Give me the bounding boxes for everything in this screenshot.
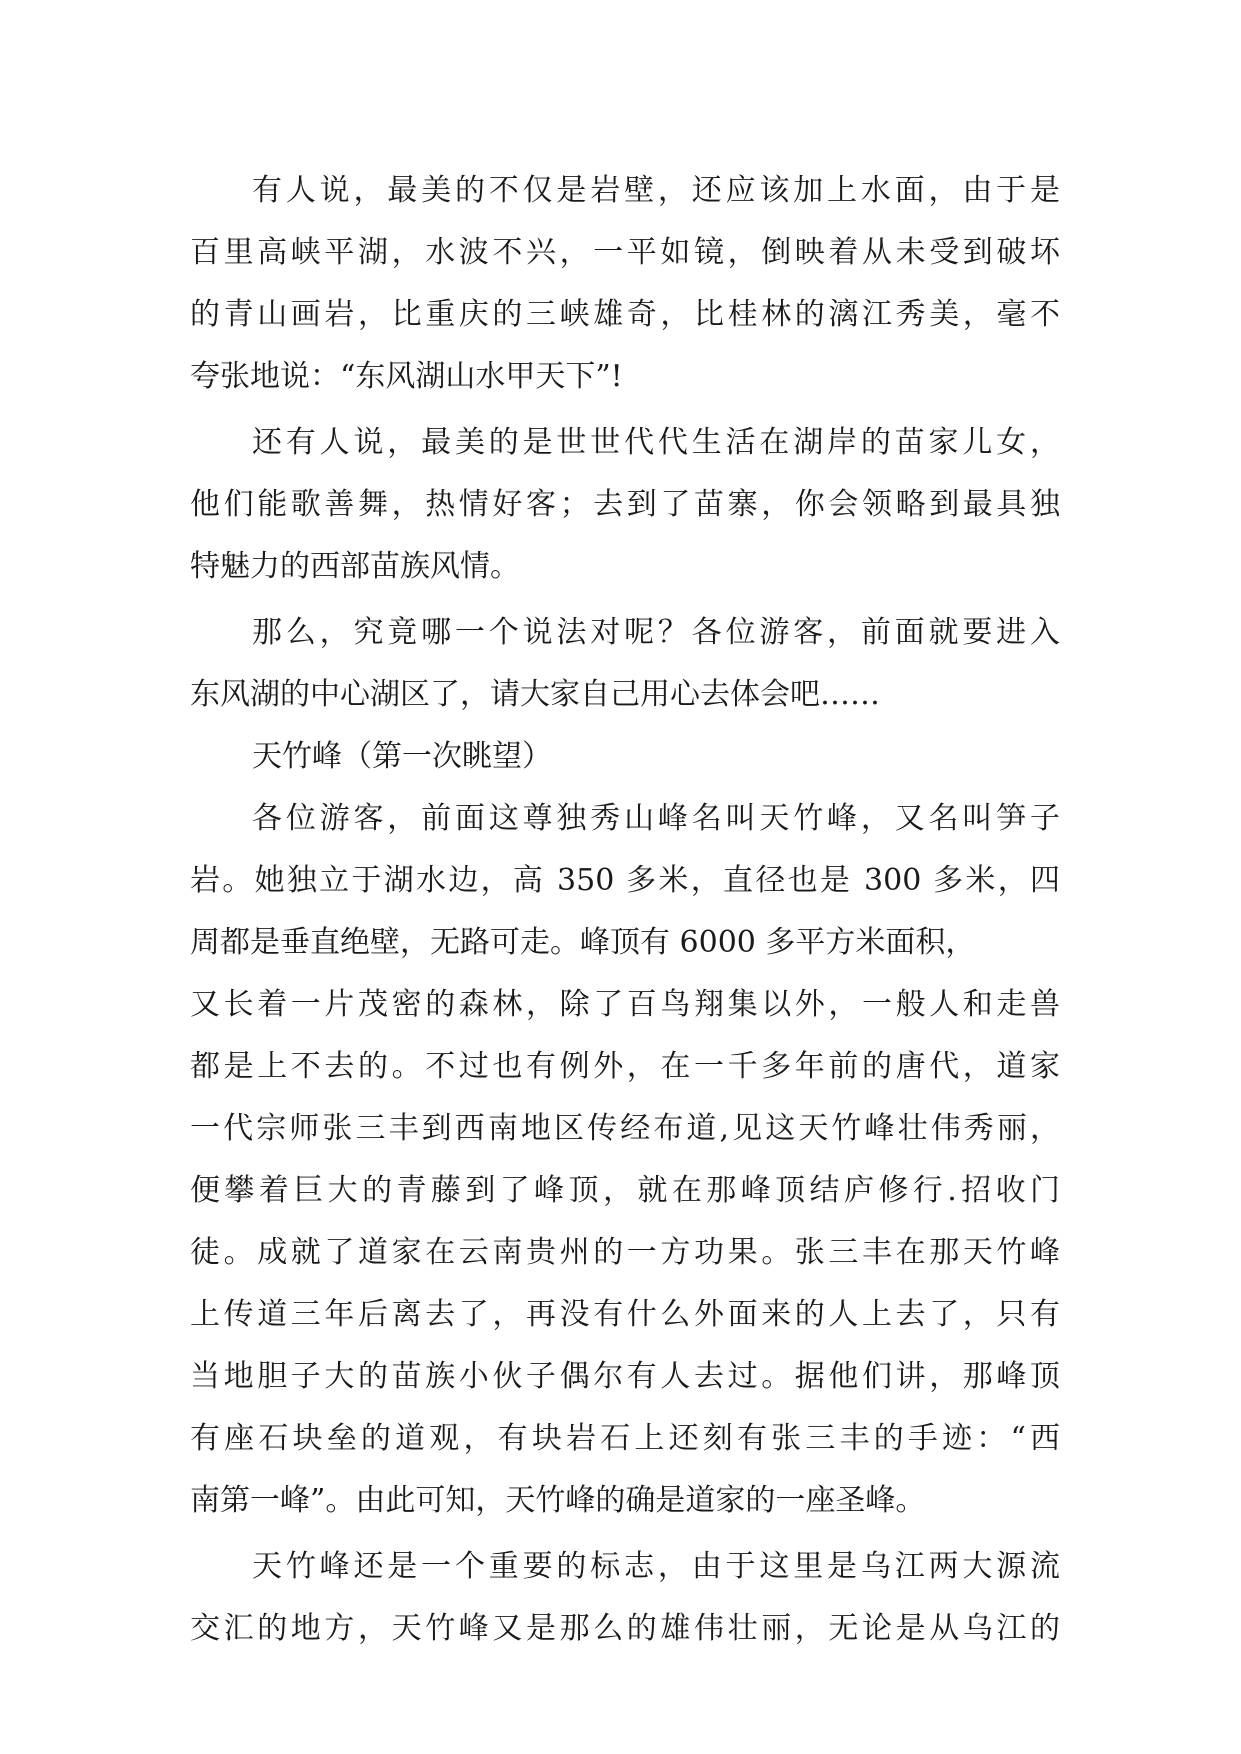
text-line: 有座石块垒的道观，有块岩石上还刻有张三丰的手迹：“西 <box>190 1421 1060 1456</box>
paragraph-1 <box>190 160 1060 408</box>
text-line: 还有人说，最美的是世世代代生活在湖岸的苗家儿女， <box>252 425 1060 460</box>
text-line: 各位游客，前面这尊独秀山峰名叫天竹峰，又名叫笋子 <box>252 801 1060 836</box>
text-line: 便攀着巨大的青藤到了峰顶，就在那峰顶结庐修行.招收门 <box>190 1173 1060 1208</box>
text-line: 一代宗师张三丰到西南地区传经布道,见这天竹峰壮伟秀丽， <box>190 1111 1060 1146</box>
text-line: 东风湖的中心湖区了，请大家自己用心去体会吧…… <box>190 677 880 712</box>
text-line: 天竹峰还是一个重要的标志，由于这里是乌江两大源流 <box>252 1549 1060 1584</box>
text-line: 那么，究竟哪一个说法对呢？各位游客，前面就要进入 <box>252 615 1060 650</box>
text-line: 周都是垂直绝壁，无路可走。峰顶有 6000 多平方米面积， <box>190 925 976 960</box>
section-heading <box>190 726 1060 788</box>
paragraph-6 <box>190 1536 1060 1660</box>
text-line: 南第一峰”。由此可知，天竹峰的确是道家的一座圣峰。 <box>190 1483 926 1518</box>
text-line: 夸张地说：“东风湖山水甲天下”! <box>190 359 623 394</box>
text-line: 交汇的地方，天竹峰又是那么的雄伟壮丽，无论是从乌江的 <box>190 1611 1060 1646</box>
text-line: 上传道三年后离去了，再没有什么外面来的人上去了，只有 <box>190 1297 1060 1332</box>
text-line: 的青山画岩，比重庆的三峡雄奇，比桂林的漓江秀美，毫不 <box>190 297 1060 332</box>
text-line: 当地胆子大的苗族小伙子偶尔有人去过。据他们讲，那峰顶 <box>190 1359 1060 1394</box>
text-line: 都是上不去的。不过也有例外，在一千多年前的唐代，道家 <box>190 1049 1060 1084</box>
text-line: 他们能歌善舞，热情好客；去到了苗寨，你会领略到最具独 <box>190 487 1060 522</box>
document-body <box>190 160 1060 1660</box>
paragraph-3 <box>190 602 1060 726</box>
paragraph-2 <box>190 412 1060 598</box>
text-line: 百里高峡平湖，水波不兴，一平如镜，倒映着从未受到破坏 <box>190 235 1060 270</box>
heading-line: 天竹峰（第一次眺望） <box>252 739 552 774</box>
text-line: 岩。她独立于湖水边，高 350 多米，直径也是 300 多米，四 <box>190 863 1060 898</box>
paragraph-5 <box>190 788 1060 1532</box>
text-line: 又长着一片茂密的森林，除了百鸟翔集以外，一般人和走兽 <box>190 987 1060 1022</box>
text-line: 徒。成就了道家在云南贵州的一方功果。张三丰在那天竹峰 <box>190 1235 1060 1270</box>
text-line: 有人说，最美的不仅是岩壁，还应该加上水面，由于是 <box>252 173 1060 208</box>
text-line: 特魅力的西部苗族风情。 <box>190 549 520 584</box>
